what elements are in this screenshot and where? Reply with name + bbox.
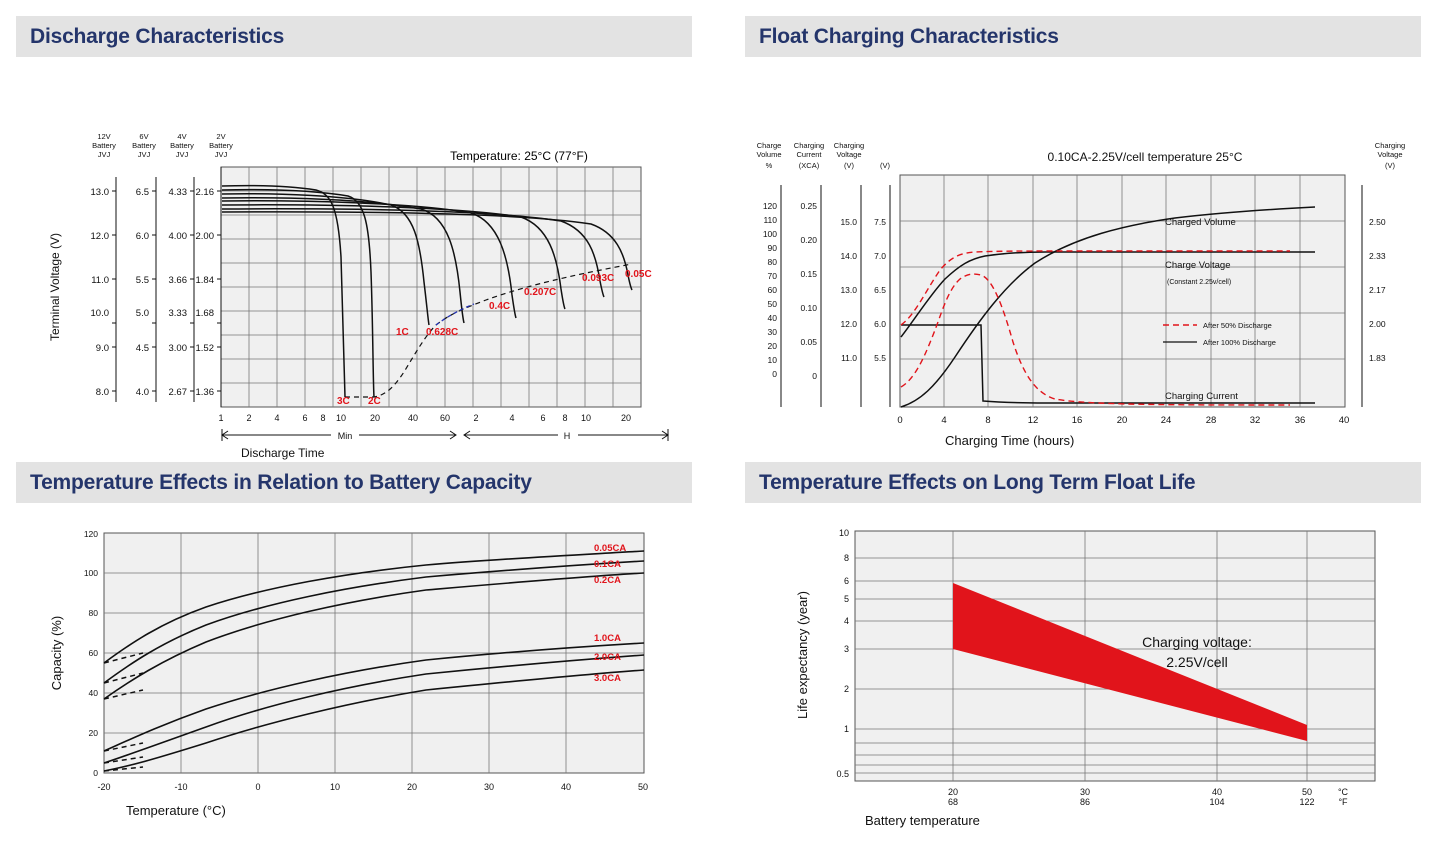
vc-2: 6.5 <box>874 285 886 295</box>
xtick-hr-1: 4 <box>509 413 515 423</box>
vl-0: 15.0 <box>840 217 857 227</box>
ly-0: 10 <box>838 528 849 538</box>
tempcap-ylabel: Capacity (%) <box>49 615 64 691</box>
xtick-hr-2: 6 <box>540 413 546 423</box>
vol-3: 90 <box>767 243 777 253</box>
panel-tempcap-chart <box>16 503 692 843</box>
cx-7: 50 <box>637 782 649 792</box>
curve-label-04c: 0.4C <box>489 301 511 312</box>
tempcap-xlabel: Temperature (°C) <box>126 803 226 818</box>
cy-2: 40 <box>88 688 98 698</box>
cx-3: 10 <box>329 782 341 792</box>
fx-4: 16 <box>1071 415 1083 426</box>
vl-1: 14.0 <box>840 251 857 261</box>
scale-6v-4: 4.5 <box>135 343 149 354</box>
head-cvo-0: Charging <box>833 141 865 150</box>
scale-2v-5: 1.36 <box>195 387 214 398</box>
discharge-xlabel: Discharge Time <box>241 446 325 460</box>
panel-discharge <box>16 16 692 460</box>
scale-4v-2: 3.66 <box>168 275 187 286</box>
legend-label-50: After 50% Discharge <box>1203 321 1272 330</box>
panel-discharge-chart <box>16 57 692 460</box>
head-cc-1: Current <box>796 150 822 159</box>
fx-0: 0 <box>897 415 903 426</box>
panel-discharge-title: Discharge Characteristics <box>16 16 692 57</box>
floatlife-ylabel: Life expectancy (year) <box>795 591 810 719</box>
vr-4: 1.83 <box>1369 353 1386 363</box>
vl-4: 11.0 <box>841 353 857 363</box>
scale-12v-5: 8.0 <box>95 387 109 398</box>
lx-3-f: 122 <box>1299 797 1315 807</box>
vc-1: 7.0 <box>874 251 886 261</box>
cap-label-5: 3.0CA <box>594 673 621 684</box>
scale-axes <box>116 167 221 407</box>
xtick-min-3: 6 <box>302 413 308 423</box>
xtick-min-6: 20 <box>369 413 381 423</box>
head-rv-0: Charging <box>1374 141 1406 150</box>
fx-5: 20 <box>1116 415 1128 426</box>
head-12v-l1: 12V <box>97 132 111 141</box>
axis-heads <box>92 132 233 159</box>
ly-6: 2 <box>843 684 849 694</box>
scale-current <box>800 201 817 381</box>
ly-4: 4 <box>843 616 849 626</box>
cx-2: 0 <box>255 782 261 792</box>
curve-label-0093c: 0.093C <box>582 273 615 284</box>
head-12v-l3: JVJ <box>97 150 111 159</box>
scale-voltage-right <box>1369 217 1386 363</box>
axis-segments <box>222 429 668 441</box>
legend-label-100: After 100% Discharge <box>1203 338 1276 347</box>
head-cv-1: Volume <box>756 150 782 159</box>
head-rv-2: (V) <box>1385 161 1395 170</box>
head-left-unit: (V) <box>880 161 890 170</box>
cx-1: -10 <box>174 782 188 792</box>
vr-3: 2.00 <box>1369 319 1386 329</box>
xtick-hr-4: 10 <box>580 413 592 423</box>
scale-4v-1: 4.00 <box>168 231 187 242</box>
vc-3: 6.0 <box>874 319 886 329</box>
vol-5: 70 <box>767 271 777 281</box>
ly-1: 8 <box>843 553 849 563</box>
fx-8: 32 <box>1249 415 1261 426</box>
float-note: 0.10CA-2.25V/cell temperature 25°C <box>1047 150 1243 164</box>
annotation-charged-volume: Charged Volume <box>1165 217 1236 228</box>
scale-2v-2: 1.84 <box>195 275 214 286</box>
scale-6v-0: 6.5 <box>135 187 149 198</box>
lx-0-f: 68 <box>947 797 959 807</box>
lx-2-c: 40 <box>1211 787 1223 797</box>
cap-label-2: 0.2CA <box>594 575 621 586</box>
segment-label-hour: H <box>563 431 571 441</box>
lx-2-f: 104 <box>1209 797 1225 807</box>
xtick-min-7: 40 <box>407 413 419 423</box>
tempcap-yticks <box>84 529 98 778</box>
vl-2: 13.0 <box>840 285 857 295</box>
head-rv-1: Voltage <box>1377 150 1403 159</box>
head-2v-l3: JVJ <box>214 150 228 159</box>
floatlife-xticks <box>948 787 1349 807</box>
cy-6: 120 <box>83 529 98 539</box>
head-6v-l1: 6V <box>139 132 149 141</box>
fx-7: 28 <box>1205 415 1217 426</box>
head-4v-l3: JVJ <box>175 150 189 159</box>
scale-6v <box>136 187 149 398</box>
xtick-min-1: 2 <box>246 413 252 423</box>
floatlife-svg <box>745 503 1421 843</box>
scale-voltage-left <box>840 217 857 363</box>
scale-2v-1: 2.00 <box>195 231 214 242</box>
discharge-svg <box>16 57 692 460</box>
head-12v-l2: Battery <box>92 141 116 150</box>
vc-0: 7.5 <box>874 217 886 227</box>
scale-ticks <box>112 191 221 391</box>
head-4v-l1: 4V <box>177 132 187 141</box>
cur-2: 0.15 <box>800 269 817 279</box>
vl-3: 12.0 <box>840 319 857 329</box>
fx-9: 36 <box>1294 415 1306 426</box>
x-ticks-hour <box>473 413 631 423</box>
cx-0: -20 <box>97 782 111 792</box>
scale-2v <box>196 187 215 398</box>
annotation-charging-current: Charging Current <box>1165 391 1238 402</box>
fx-2: 8 <box>985 415 991 426</box>
head-cv-0: Charge <box>756 141 782 150</box>
scale-12v-1: 12.0 <box>90 231 109 242</box>
floatlife-yticks <box>836 528 849 779</box>
tempcap-xticks <box>97 782 648 792</box>
cur-3: 0.10 <box>800 303 817 313</box>
float-svg <box>745 57 1421 447</box>
vol-4: 80 <box>767 257 777 267</box>
head-cc-0: Charging <box>793 141 825 150</box>
lx-3-c: 50 <box>1301 787 1313 797</box>
cur-1: 0.20 <box>800 235 817 245</box>
fx-6: 24 <box>1160 415 1172 426</box>
ly-3: 5 <box>843 594 849 604</box>
scale-voltage-cell <box>874 217 886 363</box>
cur-4: 0.05 <box>800 337 817 347</box>
panel-temp-capacity <box>16 462 692 843</box>
ly-7: 1 <box>843 724 849 734</box>
vc-4: 5.5 <box>874 353 886 363</box>
lx-unit-f: °F <box>1338 797 1348 807</box>
head-cv-2: % <box>765 161 773 170</box>
curve-label-3c: 3C <box>337 396 350 407</box>
head-4v-l2: Battery <box>170 141 194 150</box>
panel-float-title: Float Charging Characteristics <box>745 16 1421 57</box>
floatlife-note-line1: Charging voltage: <box>1142 634 1252 650</box>
float-xticks <box>897 415 1349 426</box>
xtick-min-5: 10 <box>335 413 347 423</box>
vol-10: 20 <box>767 341 777 351</box>
scale-volume <box>763 201 777 379</box>
panel-float-life <box>745 462 1421 843</box>
annotation-charge-voltage-sub: (Constant 2.25v/cell) <box>1167 279 1232 286</box>
annotation-charge-voltage: Charge Voltage <box>1165 260 1231 271</box>
cur-5: 0 <box>812 371 817 381</box>
scale-4v-3: 3.33 <box>168 308 187 319</box>
panel-tempcap-title: Temperature Effects in Relation to Battery Capacity <box>16 462 692 503</box>
scale-12v-2: 11.0 <box>91 275 109 286</box>
lx-1-f: 86 <box>1079 797 1091 807</box>
lx-1-c: 30 <box>1079 787 1091 797</box>
cy-5: 100 <box>83 568 98 578</box>
cy-4: 80 <box>88 608 98 618</box>
cx-6: 40 <box>560 782 572 792</box>
head-2v-l1: 2V <box>216 132 226 141</box>
vol-1: 110 <box>763 215 777 225</box>
scale-4v-0: 4.33 <box>168 187 187 198</box>
cx-4: 20 <box>406 782 418 792</box>
scale-2v-4: 1.52 <box>195 343 214 354</box>
vol-9: 30 <box>767 327 777 337</box>
vol-2: 100 <box>762 229 777 239</box>
fx-10: 40 <box>1338 415 1350 426</box>
cx-5: 30 <box>483 782 495 792</box>
head-cc-2: (XCA) <box>798 161 820 170</box>
vol-0: 120 <box>762 201 777 211</box>
cap-label-4: 2.0CA <box>594 652 621 663</box>
vol-6: 60 <box>767 285 777 295</box>
ly-5: 3 <box>843 644 849 654</box>
fx-1: 4 <box>941 415 947 426</box>
float-xlabel: Charging Time (hours) <box>945 433 1075 448</box>
cy-3: 60 <box>88 648 98 658</box>
scale-6v-3: 5.0 <box>135 308 149 319</box>
cap-label-0: 0.05CA <box>594 543 627 554</box>
panel-floatlife-chart <box>745 503 1421 843</box>
discharge-ylabel: Terminal Voltage (V) <box>48 232 62 342</box>
cy-0: 0 <box>93 768 98 778</box>
cap-label-1: 0.1CA <box>594 559 621 570</box>
scale-4v-5: 2.67 <box>168 387 187 398</box>
curve-label-005c: 0.05C <box>625 269 652 280</box>
curve-label-1c: 1C <box>396 327 409 338</box>
xtick-min-8: 60 <box>439 413 451 423</box>
vol-8: 40 <box>767 313 777 323</box>
panel-float-chart <box>745 57 1421 447</box>
vr-2: 2.17 <box>1369 285 1386 295</box>
head-2v-l2: Battery <box>209 141 233 150</box>
scale-2v-0: 2.16 <box>195 187 214 198</box>
curve-label-0628c: 0.628C <box>426 327 459 338</box>
head-cvo-1: Voltage <box>836 150 862 159</box>
scale-6v-2: 5.5 <box>135 275 149 286</box>
xtick-hr-3: 8 <box>562 413 568 423</box>
cy-1: 20 <box>88 728 98 738</box>
xtick-hr-0: 2 <box>473 413 479 423</box>
ly-2: 6 <box>843 576 849 586</box>
fx-3: 12 <box>1027 415 1039 426</box>
scale-4v <box>169 187 188 398</box>
xtick-hr-5: 20 <box>620 413 632 423</box>
tempcap-svg <box>16 503 692 843</box>
scale-6v-5: 4.0 <box>135 387 149 398</box>
scale-12v <box>91 187 110 398</box>
head-6v-l3: JVJ <box>137 150 151 159</box>
lx-0-c: 20 <box>947 787 959 797</box>
panel-float-charging <box>745 16 1421 447</box>
xtick-min-4: 8 <box>320 413 326 423</box>
vol-11: 10 <box>767 355 777 365</box>
vr-0: 2.50 <box>1369 217 1386 227</box>
curve-label-2c: 2C <box>368 396 381 407</box>
vr-1: 2.33 <box>1369 251 1386 261</box>
vol-7: 50 <box>767 299 777 309</box>
cur-0: 0.25 <box>800 201 817 211</box>
floatlife-xlabel: Battery temperature <box>865 813 980 828</box>
lx-unit-c: °C <box>1337 787 1349 797</box>
scale-12v-0: 13.0 <box>90 187 109 198</box>
xtick-min-0: 1 <box>218 413 224 423</box>
floatlife-note-line2: 2.25V/cell <box>1166 654 1228 670</box>
panel-floatlife-title: Temperature Effects on Long Term Float Life <box>745 462 1421 503</box>
curve-label-0207c: 0.207C <box>524 287 557 298</box>
scale-12v-4: 9.0 <box>95 343 109 354</box>
head-cvo-2: (V) <box>844 161 854 170</box>
vol-12: 0 <box>772 369 777 379</box>
ly-8: 0.5 <box>836 769 849 779</box>
scale-4v-4: 3.00 <box>168 343 187 354</box>
scale-2v-3: 1.68 <box>195 308 214 319</box>
x-ticks-min <box>218 413 450 423</box>
xtick-min-2: 4 <box>274 413 280 423</box>
segment-label-min: Min <box>337 431 353 441</box>
temperature-note: Temperature: 25°C (77°F) <box>450 149 588 163</box>
scale-12v-3: 10.0 <box>90 308 109 319</box>
scale-6v-1: 6.0 <box>135 231 149 242</box>
head-6v-l2: Battery <box>132 141 156 150</box>
cap-label-3: 1.0CA <box>594 633 621 644</box>
